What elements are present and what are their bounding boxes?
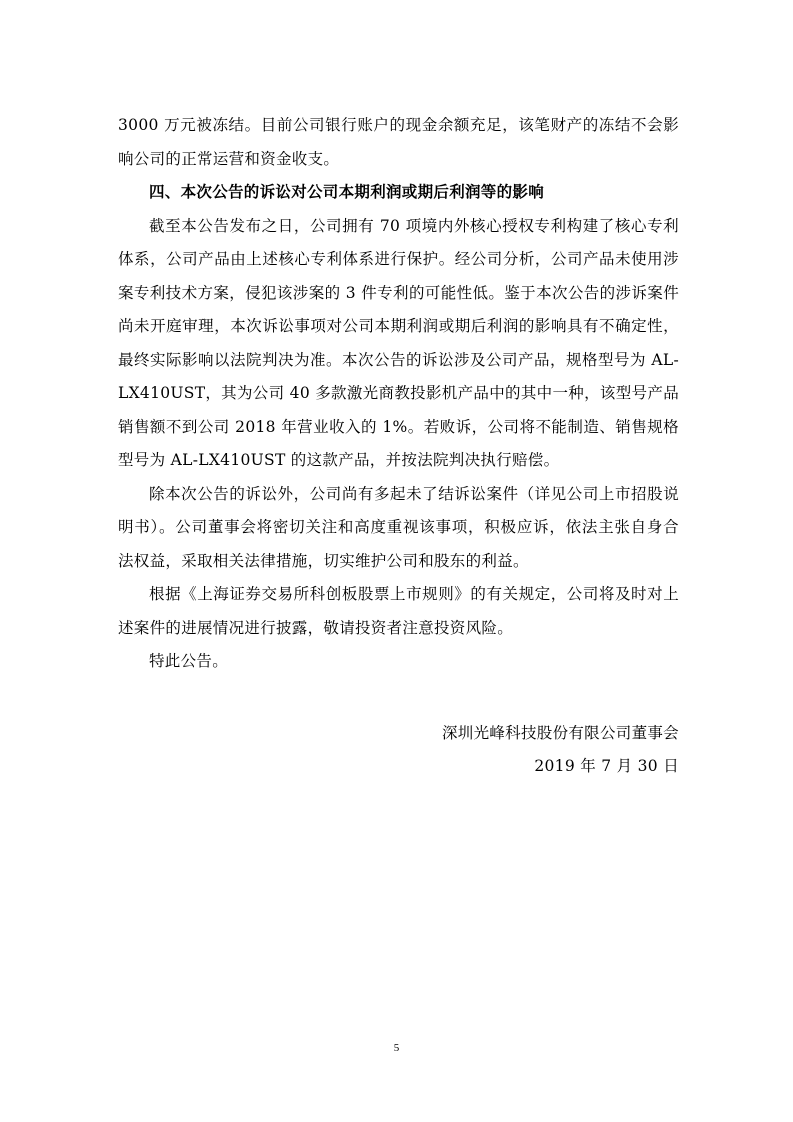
impact-analysis-paragraph: 截至本公告发布之日，公司拥有 70 项境内外核心授权专利构建了核心专利体系，公司产品由上述核心专利体系进行保护。经公司分析，公司产品未使用涉案专利技术方案，侵犯该涉案的 3 件专利的可能性低。鉴于本次公告的涉诉案件尚未开庭审理，本次诉讼事项对公司本期利润或期后利润的影响具有不确定性，最终实际影响以法院判决为准。本次公告的诉讼涉及公司产品，规格型号为 AL-LX410UST，其为公司 40 多款激光商教投影机产品中的其中一种，该型号产品销售额不到公司 2018 年营业收入的 1%。若败诉，公司将不能制造、销售规格型号为 AL-LX410UST 的这款产品，并按法院判决执行赔偿。: [118, 216, 679, 469]
signature-date: 2019 年 7 月 30 日: [534, 757, 679, 775]
disclosure-paragraph: 根据《上海证券交易所科创板股票上市规则》的有关规定，公司将及时对上述案件的进展情况进行披露，敬请投资者注意投资风险。: [118, 585, 679, 637]
spacer: [118, 679, 679, 717]
page-number: 5: [393, 1042, 400, 1054]
closing-paragraph: 特此公告。: [149, 652, 229, 670]
other-litigation-paragraph: 除本次公告的诉讼外，公司尚有多起未了结诉讼案件（详见公司上市招股说明书）。公司董事会将密切关注和高度重视该事项，积极应诉，依法主张自身合法权益，采取相关法律措施，切实维护公司和股东的利益。: [118, 484, 679, 570]
document-body: [118, 109, 679, 784]
signature-company: 深圳光峰科技股份有限公司董事会: [441, 723, 679, 742]
section-heading: 四、本次公告的诉讼对公司本期利润或期后利润等的影响: [149, 183, 545, 201]
continuation-paragraph: 3000 万元被冻结。目前公司银行账户的现金余额充足，该笔财产的冻结不会影响公司的正常运营和资金收支。: [118, 116, 679, 168]
